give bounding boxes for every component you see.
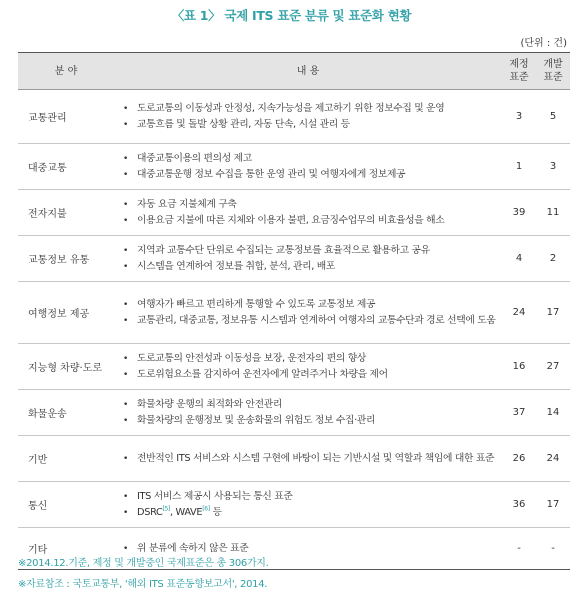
table-row <box>18 90 570 144</box>
dsrc-reference: [5] <box>162 505 170 513</box>
row-field: 대중교통 <box>18 144 114 190</box>
row-content <box>114 190 502 236</box>
content-item: • 도로교통의 이동성과 안정성, 지속가능성을 제고하기 위한 정보수집 및 운영 <box>123 101 498 117</box>
row-content <box>114 482 502 528</box>
content-item: • 전반적인 ITS 서비스와 시스템 구현에 바탕이 되는 기반시설 및 역할과 책임에 대한 표준 <box>123 451 498 467</box>
table-row <box>18 436 570 482</box>
header-row <box>18 53 570 90</box>
unit-label: (단위 : 건) <box>520 38 567 49</box>
table-title: 〈표 1〉 국제 ITS 표준 분류 및 표준화 현황 <box>171 8 412 23</box>
header-developing-text: 개발 표준 <box>543 59 563 83</box>
footnote-source: ※자료참조 : 국토교통부, '해외 ITS 표준동향보고서', 2014. <box>18 579 268 590</box>
row-developing: 24 <box>536 436 570 482</box>
content-item: • 대중교통운행 정보 수집을 통한 운영 관리 및 여행자에게 정보제공 <box>123 167 498 183</box>
wave-reference: [6] <box>202 505 210 513</box>
content-item: • DSRC[5], WAVE[6] 등 <box>123 505 498 521</box>
row-developing: 17 <box>536 482 570 528</box>
table-row <box>18 482 570 528</box>
row-developing: 27 <box>536 344 570 390</box>
header-established-text: 제정 표준 <box>509 59 529 83</box>
row-developing: 5 <box>536 90 570 144</box>
table-row <box>18 344 570 390</box>
content-item: • 교통흐름 및 돌발 상황 관리, 자동 단속, 시설 관리 등 <box>123 117 498 133</box>
table-row <box>18 236 570 282</box>
content-item: • 위 분류에 속하지 않은 표준 <box>123 541 498 557</box>
row-content <box>114 90 502 144</box>
content-item: • 대중교통이용의 편의성 제고 <box>123 151 498 167</box>
content-item: • 지역과 교통수단 단위로 수집되는 교통정보를 효율적으로 활용하고 공유 <box>123 243 498 259</box>
content-item: • ITS 서비스 제공시 사용되는 통신 표준 <box>123 489 498 505</box>
content-item: • 화물차량의 운행정보 및 운송화물의 위험도 정보 수집·관리 <box>123 413 498 429</box>
table-row <box>18 190 570 236</box>
row-established: 4 <box>502 236 536 282</box>
row-established: - <box>502 528 536 570</box>
content-item: • 도로위험요소를 감지하여 운전자에게 알려주거나 차량을 제어 <box>123 367 498 383</box>
row-field: 여행정보 제공 <box>18 282 114 344</box>
footnote-basis: ※2014.12.기준, 제정 및 개발중인 국제표준은 총 306가지. <box>18 558 269 569</box>
tail-text: 등 <box>212 506 222 518</box>
header-developing <box>536 53 570 90</box>
row-established: 26 <box>502 436 536 482</box>
table-row <box>18 390 570 436</box>
row-content <box>114 282 502 344</box>
row-established: 37 <box>502 390 536 436</box>
row-established: 3 <box>502 90 536 144</box>
row-developing: 3 <box>536 144 570 190</box>
table-row <box>18 144 570 190</box>
content-item: • 교통관리, 대중교통, 정보유통 시스템과 연계하여 여행자의 교통수단과 경로 선택에 도움 <box>123 313 498 329</box>
wave-label: WAVE <box>175 506 203 518</box>
its-standards-table <box>18 52 570 570</box>
row-field: 기타 <box>18 528 114 570</box>
row-established: 39 <box>502 190 536 236</box>
content-item: • 화물차량 운행의 최적화와 안전관리 <box>123 397 498 413</box>
header-field: 분 야 <box>18 53 114 90</box>
row-established: 24 <box>502 282 536 344</box>
content-item: • 자동 요금 지불체계 구축 <box>123 197 498 213</box>
row-content <box>114 436 502 482</box>
row-content <box>114 344 502 390</box>
row-field: 화물운송 <box>18 390 114 436</box>
dsrc-label: DSRC <box>137 506 163 518</box>
row-content <box>114 236 502 282</box>
content-item: • 이용요금 지불에 따른 지체와 이용자 불편, 요금징수업무의 비효율성을 해소 <box>123 213 498 229</box>
row-field: 기반 <box>18 436 114 482</box>
row-field: 통신 <box>18 482 114 528</box>
content-item: • 시스템을 연계하여 정보를 취합, 분석, 관리, 배포 <box>123 259 498 275</box>
header-established <box>502 53 536 90</box>
row-field: 지능형 차량·도로 <box>18 344 114 390</box>
row-developing: 11 <box>536 190 570 236</box>
row-developing: - <box>536 528 570 570</box>
table-row <box>18 282 570 344</box>
row-developing: 2 <box>536 236 570 282</box>
row-field: 교통정보 유통 <box>18 236 114 282</box>
row-content <box>114 390 502 436</box>
row-developing: 17 <box>536 282 570 344</box>
content-item: • 도로교통의 안전성과 이동성을 보장, 운전자의 편의 향상 <box>123 351 498 367</box>
row-developing: 14 <box>536 390 570 436</box>
row-established: 1 <box>502 144 536 190</box>
row-content <box>114 144 502 190</box>
header-content: 내 용 <box>114 53 502 90</box>
row-field: 교통관리 <box>18 90 114 144</box>
row-established: 36 <box>502 482 536 528</box>
row-field: 전자지불 <box>18 190 114 236</box>
row-established: 16 <box>502 344 536 390</box>
content-item: • 여행자가 빠르고 편리하게 통행할 수 있도록 교통정보 제공 <box>123 297 498 313</box>
